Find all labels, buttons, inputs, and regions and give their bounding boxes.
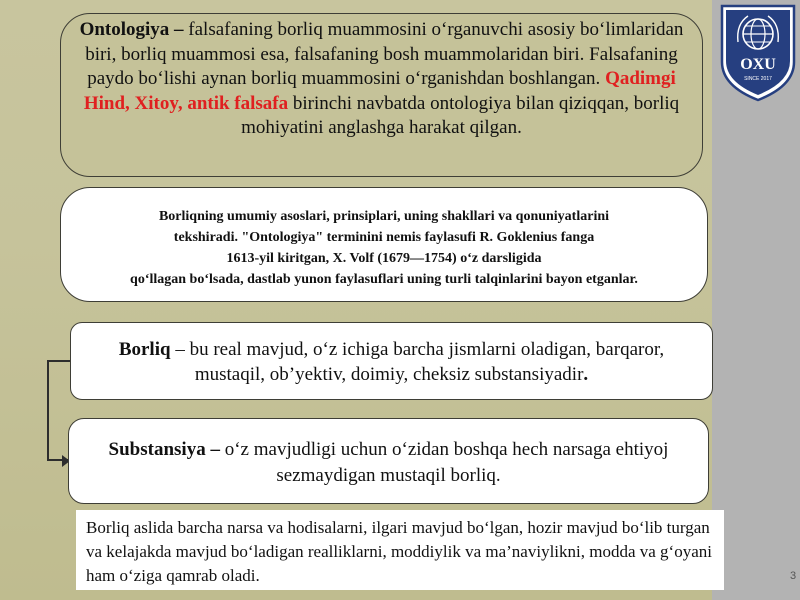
ontologiya-term: Ontologiya: [79, 19, 170, 40]
logo-text: OXU: [740, 56, 776, 73]
history-line-3: 1613-yil kiritgan, X. Volf (1679—1754) o‘z darsligida: [226, 251, 542, 266]
history-line-4: qo‘llagan bo‘lsada, dastlab yunon faylasuflari uning turli talqinlarini bayon etganlar.: [130, 272, 638, 287]
ontologiya-text-1: falsafaning borliq muammosini o‘rganuvchi asosiy bo‘limlaridan biri, borliq muammosi esa, falsafaning bosh muammolaridan biri. Falsafaning paydo bo‘lishi aynan borliq muammosini o‘rganishdan boshlangan.: [85, 19, 684, 89]
ontologiya-highlight: Qadimgi Hind, Xitoy, antik falsafa: [83, 68, 676, 114]
borliq-text: – bu real mavjud, o‘z ichiga barcha jismlarni oladigan, barqaror, mustaqil, ob’yektiv, doimiy, cheksiz substansiyadir: [170, 339, 665, 385]
page-number: 3: [790, 570, 797, 582]
oxu-logo: [716, 2, 800, 102]
substansiya-definition-box: [68, 418, 709, 504]
ontologiya-definition-box: [60, 13, 703, 177]
borliq-summary-box: [76, 510, 724, 590]
ontologiya-text-2: birinchi navbatda ontologiya bilan qiziqqan, borliq mohiyatini anglashga harakat qilgan.: [241, 92, 680, 138]
history-line-2: tekshiradi. "Ontologiya" terminini nemis faylasufi R. Goklenius fanga: [173, 230, 595, 245]
borliq-definition-box: [70, 322, 713, 400]
history-line-1: Borliqning umumiy asoslari, prinsiplari, uning shakllari va qonuniyatlarini: [158, 209, 610, 224]
borliq-term: Borliq: [118, 339, 171, 360]
substansiya-term: Substansiya –: [108, 439, 220, 460]
borliq-end: .: [583, 364, 589, 385]
ontologiya-history-box: [60, 187, 708, 302]
borliq-summary-text: Borliq aslida barcha narsa va hodisalarni, ilgari mavjud bo‘lgan, hozir mavjud bo‘lib turgan va kelajakda mavjud bo‘ladigan realliklarni, moddiylik va ma’naviylikni, modda va g‘oyani ham o‘ziga qamrab oladi.: [86, 518, 712, 585]
logo-subtext: SINCE 2017: [744, 76, 772, 82]
ontologiya-dash: –: [169, 19, 189, 40]
substansiya-text: o‘z mavjudligi uchun o‘zidan boshqa hech narsaga ehtiyoj sezmaydigan mustaqil borliq.: [219, 439, 669, 486]
